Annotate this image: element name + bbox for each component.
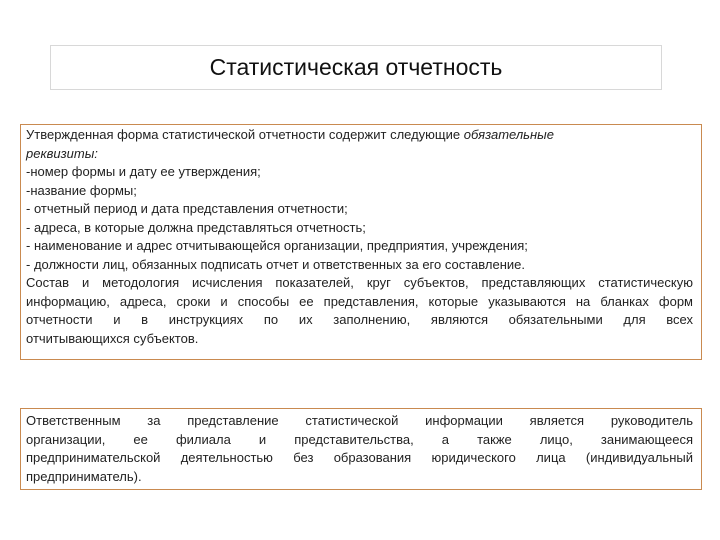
page-title: Статистическая отчетность: [50, 45, 662, 90]
paragraph-line: информацию, адреса, сроки и способы ее представления, которые указываются на бланках форм: [26, 293, 693, 309]
paragraph-line: предпринимательской деятельностью без образования юридического лица (индивидуальный: [26, 450, 693, 465]
intro-italic-text-2: реквизиты:: [26, 145, 98, 161]
paragraph-line: отчетности и в инструкциях по их заполнению, являются обязательными для всех: [26, 312, 693, 327]
requisites-block: [20, 124, 702, 360]
paragraph-line: предприниматель).: [26, 468, 142, 484]
paragraph-line: отчитывающихся субъектов.: [26, 330, 199, 346]
list-item: - адреса, в которые должна представляться отчетность;: [26, 219, 366, 235]
list-item: -номер формы и дату ее утверждения;: [26, 164, 261, 179]
intro-line-2: [26, 145, 693, 164]
intro-text: Утвержденная форма статистической отчетности содержит следующие: [26, 127, 464, 142]
list-item: - наименование и адрес отчитывающейся организации, предприятия, учреждения;: [26, 238, 528, 253]
list-item: - отчетный период и дата представления отчетности;: [26, 201, 348, 216]
paragraph-line: организации, ее филиала и представительства, а также лицо, занимающееся: [26, 431, 693, 447]
list-item: -название формы;: [26, 182, 137, 198]
intro-italic-text: обязательные: [463, 127, 554, 142]
paragraph-line: Ответственным за представление статистической информации является руководитель: [26, 413, 693, 428]
paragraph-line: Состав и методология исчисления показателей, круг субъектов, представляющих статистическую: [26, 275, 693, 290]
list-item: - должности лиц, обязанных подписать отчет и ответственных за его составление.: [26, 256, 525, 272]
intro-line: [26, 126, 693, 145]
responsibility-block: [20, 408, 702, 490]
